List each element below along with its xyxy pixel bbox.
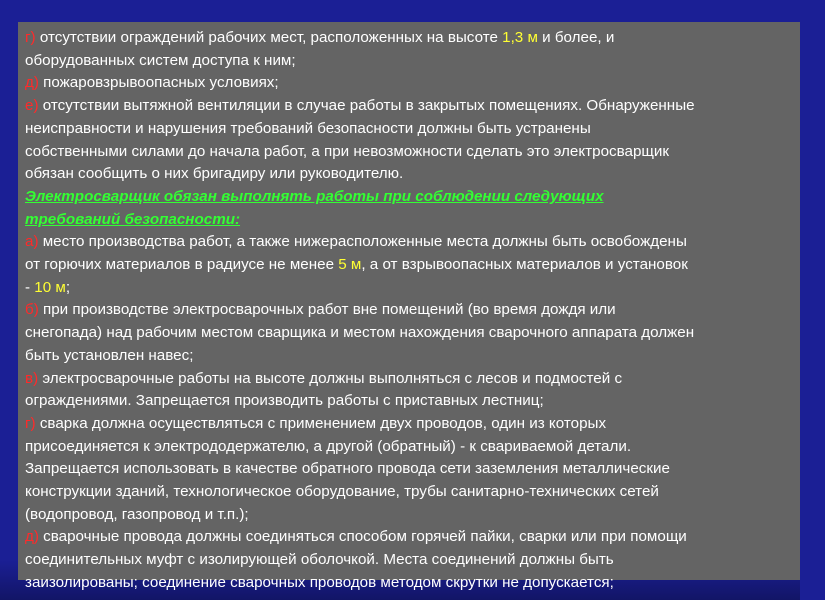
text-line (25, 526, 825, 549)
text-line (25, 413, 825, 436)
text-line: снегопада) над рабочим местом сварщика и местом нахождения сварочного аппарата должен (25, 324, 695, 342)
text-line (25, 368, 825, 391)
text-fragment: - (25, 278, 35, 296)
highlighted-value: 10 м (34, 278, 66, 296)
text-line: Запрещается использовать в качестве обратного провода сети заземления металлические (25, 460, 670, 478)
text-line (25, 299, 825, 322)
text-fragment: место производства работ, а также нижерасположенные места должны быть освобождены (38, 233, 687, 251)
text-line: собственными силами до начала работ, а при невозможности сделать это электросварщик (25, 142, 670, 160)
text-line: (водопровод, газопровод и т.п.); (25, 505, 249, 523)
section-heading: Электросварщик обязан выполнять работы при соблюдении следующих (25, 187, 604, 205)
list-marker: б) (25, 301, 39, 319)
section-heading: требований безопасности: (25, 210, 241, 228)
text-line: присоединяется к электрододержателю, а другой (обратный) - к свариваемой детали. (25, 437, 632, 455)
text-line (25, 231, 825, 254)
list-marker: е) (25, 97, 39, 115)
text-fragment: и более, и (537, 29, 615, 46)
text-fragment: ; (65, 278, 71, 296)
text-fragment: отсутствии ограждений рабочих мест, расположенных на высоте (35, 29, 503, 46)
highlighted-value: 1,3 м (502, 29, 538, 46)
text-fragment: отсутствии вытяжной вентиляции в случае работы в закрытых помещениях. Обнаруженные (38, 97, 695, 115)
text-fragment: от горючих материалов в радиусе не менее (25, 256, 339, 274)
text-fragment: , а от взрывоопасных материалов и установок (361, 256, 688, 274)
text-panel (18, 22, 800, 591)
text-line: оборудованных систем доступа к ним; (25, 51, 296, 69)
text-line (25, 209, 825, 232)
list-marker: г) (25, 414, 36, 432)
text-line: ограждениями. Запрещается производить работы с приставных лестниц; (25, 392, 544, 410)
text-line (25, 277, 825, 300)
list-marker: а) (25, 233, 39, 251)
list-marker: г) (25, 29, 36, 46)
text-line: обязан сообщить о них бригадиру или руководителю. (25, 165, 404, 183)
text-line: соединительных муфт с изолирующей оболочкой. Места соединений должны быть (25, 551, 614, 569)
list-marker: д) (25, 74, 39, 92)
text-line (25, 186, 825, 209)
text-line: конструкции зданий, технологическое оборудование, трубы санитарно-технических сетей (25, 483, 659, 501)
list-marker: в) (25, 369, 39, 387)
text-line: быть установлен навес; (25, 346, 194, 364)
text-line (25, 254, 825, 277)
text-line: неисправности и нарушения требований безопасности должны быть устранены (25, 119, 591, 137)
text-line (25, 72, 825, 95)
text-line (25, 27, 825, 50)
text-fragment: электросварочные работы на высоте должны выполняться с лесов и подмостей с (38, 369, 623, 387)
text-line: заизолированы; соединение сварочных проводов методом скрутки не допускается; (25, 573, 614, 591)
text-fragment: сварочные провода должны соединяться способом горячей пайки, сварки или при помощи (38, 528, 687, 546)
text-line (25, 95, 825, 118)
list-marker: д) (25, 528, 39, 546)
text-fragment: сварка должна осуществляться с применением двух проводов, один из которых (35, 414, 607, 432)
text-fragment: при производстве электросварочных работ вне помещений (во время дождя или (38, 301, 616, 319)
text-fragment: пожаровзрывоопасных условиях; (38, 74, 279, 92)
highlighted-value: 5 м (338, 256, 362, 274)
safety-requirements-text (25, 27, 825, 595)
